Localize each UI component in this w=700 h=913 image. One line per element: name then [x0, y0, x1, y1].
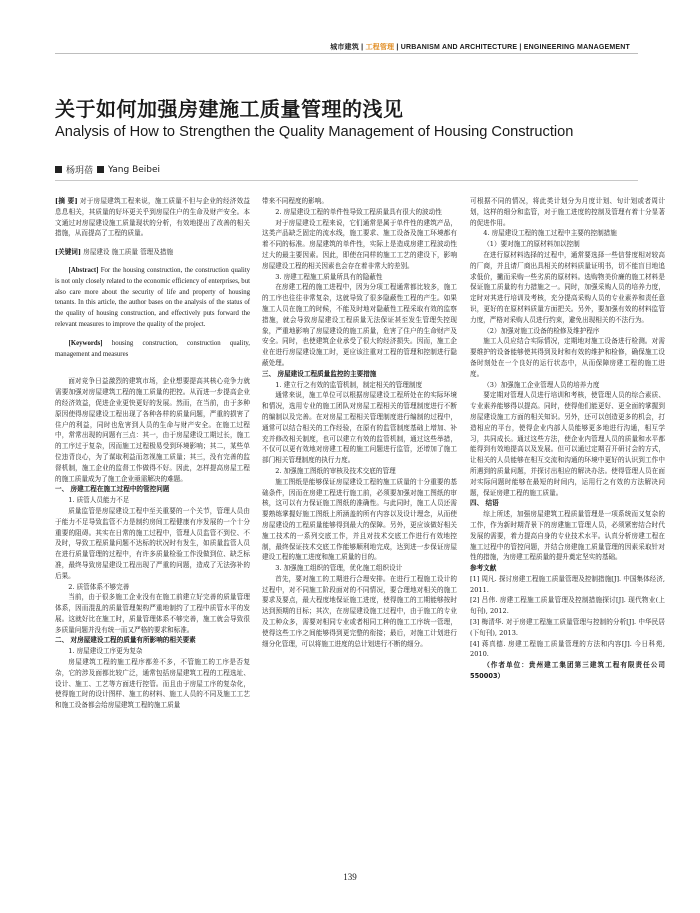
- abstract-en: [55, 266, 250, 331]
- keywords-en: [55, 339, 250, 361]
- body-paragraph: 施工人员应结合实际情况，定期地对施工设备进行检测。对需要维护的设备能够使其得到及时和有效的维护和检修，确保施工设备时刻处在一个良好的运行状态中，从而保障房建工程的施工进度。: [470, 337, 665, 378]
- byline-divider: [55, 180, 638, 181]
- references-heading: 参考文献: [470, 564, 497, 573]
- body-paragraph: 综上所述，加强房屋建筑工程质量管理是一项系统而又复杂的工作，作为新时期背景下的房建施工管理人员，必须紧密结合时代发展的需要，着力提高自身的专业技术水平。认真分析房建工程在施工过程中的管控问题，并结合房建施工质量管理的因素采取针对性的措施，为房建工程质量的提升奠定坚实的基础。: [470, 510, 665, 562]
- abstract-text: 对于房屋建筑工程来说，施工质量不但与企业的经济效益息息相关，其质量的好坏更关乎到房屋住户的生命及财产安全。本文通过对房屋建设施工质量现状的分析，有效地提出了改善的相关措施，从而提高了工程的质量。: [55, 197, 250, 238]
- bullet-square-icon: [55, 166, 62, 173]
- header-sep-2: |: [396, 44, 399, 51]
- subsubsection-heading: （2）加强对施工设备的检修及维护程序: [483, 326, 600, 335]
- column-1: [55, 196, 250, 836]
- body-paragraph: 带来不同程度的影响。: [262, 197, 328, 205]
- body-paragraph: 施工图纸是能够保证房屋建设工程的施工质量的十分重要的基础条件，因而在房建工程进行施工前，必须要加强对施工图纸的审核，这可以有力保证施工图纸的准确性。与此同时，施工人员还需要熟练掌握好施工图纸上所涵盖的所有内容以及设计理念，从而使房屋建设的工程质量能够得到最大的保障。另外，更应该做好相关施工技术的一系列交底工作，并且对技术交底工作进行有效地控制，最终保证技术交底工作能够顺利地完成，达到进一步保证房屋建设工程的施工进度和施工质量的目的。: [262, 477, 457, 562]
- subsection-heading: 4. 房屋建设工程的施工过程中主要的控制措施: [483, 229, 617, 238]
- reference-item: [3] 梅清华. 对于房建工程施工质量管理与控制的分析[J]. 中华民居(下旬刊), 2013.: [470, 618, 665, 637]
- header-journal-en: URBANISM AND ARCHITECTURE: [400, 44, 518, 51]
- header-section: 城市建筑: [330, 44, 359, 51]
- body-paragraph: 要定期对管理人员进行培训和考核，使管理人员的综合素质、专业素养能够得以提高。同时，使得他们能更好、更全面的掌握到房屋建设施工方面的相关知识。另外，还可以创造更多的机会，打造相应的平台，使得企业内部人员能够更多地进行沟通，相互学习，共同成长。通过这些方法，使企业内管理人员的质量和水平都能得到有效地提高以及发展。但可以通过定期召开研讨会的方式，让相关的人员能够在相互交流和沟通的环境中更好的认识到工作中所遇到的质量问题，并探讨出相应的解决办法。使得管理人员在面对实际问题时能够在最短的时间内，运用行之有效的方法解决问题，保证房建工程的施工质量。: [470, 391, 665, 497]
- author-en: Yang Beibei: [108, 164, 161, 175]
- subsubsection-heading: （3）加强施工企业管理人员的培养力度: [483, 380, 600, 389]
- body-paragraph: 质量监管是房屋建设工程中至关重要的一个关节，管理人员由于能力不足导致监管不力是制约房间工程健康有序发展的一个十分重要的阻碍。其实在日常的施工过程中，管理人员监管不到位、不及时，导致工程质量问题不达标的状况时有发生，如质量监管人员在进行质量管理的过程中，有许多质量检验工作没做到位、缺乏标准，最终导致房屋建设工程出现了严重的问题，造成了无法弥补的后果。: [55, 506, 250, 580]
- reference-item: [1] 周凡. 探讨房建工程施工质量管理及控制措施[J]. 中国集体经济, 2011.: [470, 574, 665, 594]
- journal-header: [330, 42, 630, 52]
- reference-item: [4] 蒋真德. 房建工程施工质量管理的方法和内容[J]. 今日科苑, 2010.: [470, 639, 665, 659]
- abstract-cn: [55, 196, 250, 239]
- subsection-heading: 2. 房屋建设工程的单件性导致工程质量具有很大的波动性: [275, 207, 442, 216]
- article-title-en: Analysis of How to Strengthen the Quality Management of Housing Construction: [55, 124, 574, 140]
- header-sep: |: [361, 44, 364, 51]
- section-heading: 三、 房屋建设工程质量监控的主要措施: [262, 369, 377, 378]
- subsection-heading: 3. 加强施工组织的管理，优化施工组织设计: [275, 564, 403, 573]
- body-paragraph: 通常来说，施工单位可以根据房屋建设工程所处在的实际环境和情况，选用专业的施工团队对房屋工程相关的管理制度进行不断的编制以及完善。在对房屋工程相关管理制度进行编制的过程中，通常可以结合相关的工作经验，在原有的监管制度基础上增加、补充并修改相关制度，也可以建立有效的监管机制，通过这些举措，不仅可以更有效地对房建工程的施工问题进行监管，还增加了施工部门相关管理制度的执行力度。: [262, 391, 457, 465]
- header-sep-3: |: [519, 44, 522, 51]
- column-3: [470, 196, 672, 896]
- abstract-tag: [摘 要]: [55, 197, 78, 205]
- body-paragraph: 可根据不同的情况，将此类计划分为月度计划、旬计划或者周计划，这样的细分和监管，对于施工进度的控制及管理有着十分显著的促进作用。: [470, 197, 665, 227]
- subsection-heading: 2. 加强施工图纸的审核及技术交底的管理: [275, 466, 396, 475]
- subsection-heading: 1. 质管人员能力不足: [68, 496, 130, 505]
- keywords-cn: [55, 247, 250, 258]
- keywords-en-tag: [Keywords]: [68, 339, 103, 347]
- section-heading: 四、 结语: [470, 499, 499, 508]
- section-heading: 一、 房建工程在施工过程中的管控问题: [55, 485, 170, 494]
- body-paragraph: 当前，由于很多施工企业没有在施工前建立好完善的质量管理体系，因而混乱的质量管理架构严重地制约了工程中质管水平的发展。这就好比在施工时，质量管理体系不够完善，施工就会导致很多质量问题并没有统一而又严格的要求和标准。: [55, 593, 250, 634]
- reference-item: [2] 吕伟. 房建工程施工质量管理及控制措施探讨[J]. 现代物业(上旬刊), 2012.: [470, 596, 665, 616]
- header-category: 工程管理: [365, 44, 395, 51]
- page-number: 139: [343, 872, 357, 882]
- author-cn: 杨玥蓓: [66, 166, 94, 176]
- subsection-heading: 3. 房建工程施工质量所具有的隐蔽性: [275, 272, 383, 281]
- abstract-en-tag: [Abstract]: [68, 266, 99, 274]
- body-paragraph: 在房建工程的施工进程中，因为分项工程通常都比较多，施工的工序也往往非常复杂，这就导致了很多隐蔽性工程的产生。如果施工人员在施工的时候，不能及时地对隐蔽性工程采取有效的监察措施，就会导致房屋建设工程质量无法保证甚至发生管理失控现象，严重地影响了房屋建设的施工质量，危害了住户的生命财产及安全。同时，也使建筑企业承受了很大的经济损失。因而，施工企业在进行房屋建设施工时，更应该注重对工程的管理和控制进行隐蔽处理。: [262, 283, 457, 367]
- keywords-tag: [关键词]: [55, 248, 82, 257]
- abstract-en-text: For the housing construction, the construction quality is not only closely related to the economic efficiency of enterprises, but also care more about the security of life and property of housing tenants. In this article, the author bases on the analysis of the status of the quality of housing construction, and effectively puts forward the relevant measures to improve the quality of the project.: [55, 266, 251, 328]
- subsection-heading: 1. 房屋建设工序更为复杂: [68, 647, 143, 656]
- body-paragraph: 房屋建筑工程的施工程序都差不多，不管施工的工序是否复杂，它的涉及面都比较广泛，通常包括房屋建筑工程的工程选址、设计、施工、工艺等方面进行控管。而且由于房屋工序的复杂化，使得施工时的设计图样、施工的材料、施工人员的不同及施工工艺和施工设备都会给房屋建筑工程的施工质量: [55, 658, 250, 710]
- subsection-heading: 2. 质管体系不够完善: [68, 582, 130, 591]
- subsection-heading: 1. 建立行之有效的监管机制，制定相关的管理制度: [275, 380, 423, 389]
- bullet-square-icon: [97, 166, 104, 173]
- body-paragraph: 对于房屋建设工程来说，它们通常是属于单件性的建筑产品，这类产品缺乏固定的流水线，施工要求、施工设备及施工环境都有着不同的标准。房屋建筑的单件性，实际上是造成房建工程波动性过大的最主要因素。因此，即使在同样的施工工艺的建设下，影响房屋建设工程的相关因素也会存在着非常大的差别。: [262, 218, 457, 270]
- body-paragraph: 首先，要对施工的工期进行合理安排。在进行工程施工设计的过程中，对不同施工阶段面对的不同情况，要合理地对相关的施工要求及要点，最大程度地保证施工进度，使得施工的工期能够按时达到预期的目标；其次，在房屋建设施工过程中，由于施工的专业及工种众多，需要对相同专业或者相同工种的施工工序统一管理，使得这些工序之间能够得到更完整的衔接；最后，对施工计划进行细分化管理，可以将施工进度的总计划进行不断的细分。: [262, 574, 457, 648]
- author-line: [55, 163, 160, 176]
- header-category-en: ENGINEERING MANAGEMENT: [523, 44, 630, 51]
- body-paragraph: 在进行原材料选择的过程中，通常要选择一些信誉度相对较高的厂商，并且请厂商出具相关的材料质量证明书，切不能盲目地追求低价，撇而采购一些劣质的原材料。选购物美价廉的施工材料是保证施工质量的有力措施之一。同时，加强采购人员的培养力度，定时对其进行培训及考核，充分提高采购人员的专业素养和责任意识，更好的在原材料质量方面把关。另外，要加强有效的材料监管力度，严格对采购人员进行约束，避免出现相关的不法行为。: [470, 250, 665, 324]
- column-2: [262, 196, 457, 896]
- article-title-cn: 关于如何加强房建施工质量管理的浅见: [55, 97, 404, 121]
- author-affiliation: （作者单位：贵州建工集团第三建筑工程有限责任公司 550003）: [470, 661, 672, 681]
- subsubsection-heading: （1）要对施工的原材料加以控制: [483, 240, 580, 249]
- header-divider: [55, 53, 638, 54]
- keywords-text: 房屋建设 施工质量 管理及措施: [83, 248, 174, 257]
- section-heading: 二、 对房屋建设工程的质量有所影响的相关要素: [55, 636, 196, 645]
- keywords-en-text: housing construction, construction quality, management and measures: [55, 339, 250, 358]
- intro-paragraph: 面对竞争日益激烈的建筑市场，企业想要提高其核心竞争力就需要加强对房屋建筑工程的施工质量的把控。从而进一步提高企业的经济效益，促进企业更快更好的发展。然而，在当前，由于多种原因使得房屋建设工程出现了各种各样的质量问题，严重的损害了住户的利益，同时也危害到人员的生命与财产安全。在施工过程中，常常出现的问题有三点：其一，由于房屋建设工期过长，施工的工序过于复杂，因而施工过程极易受到环境影响；其二，某些单位违背良心，为了谋取利益而忽视施工质量；其三，没有完善的监督机制，施工企业的监督工作做得不好。因此，怎样提高房屋工程的施工质量成为了施工企业亟需解决的难题。: [55, 377, 250, 483]
